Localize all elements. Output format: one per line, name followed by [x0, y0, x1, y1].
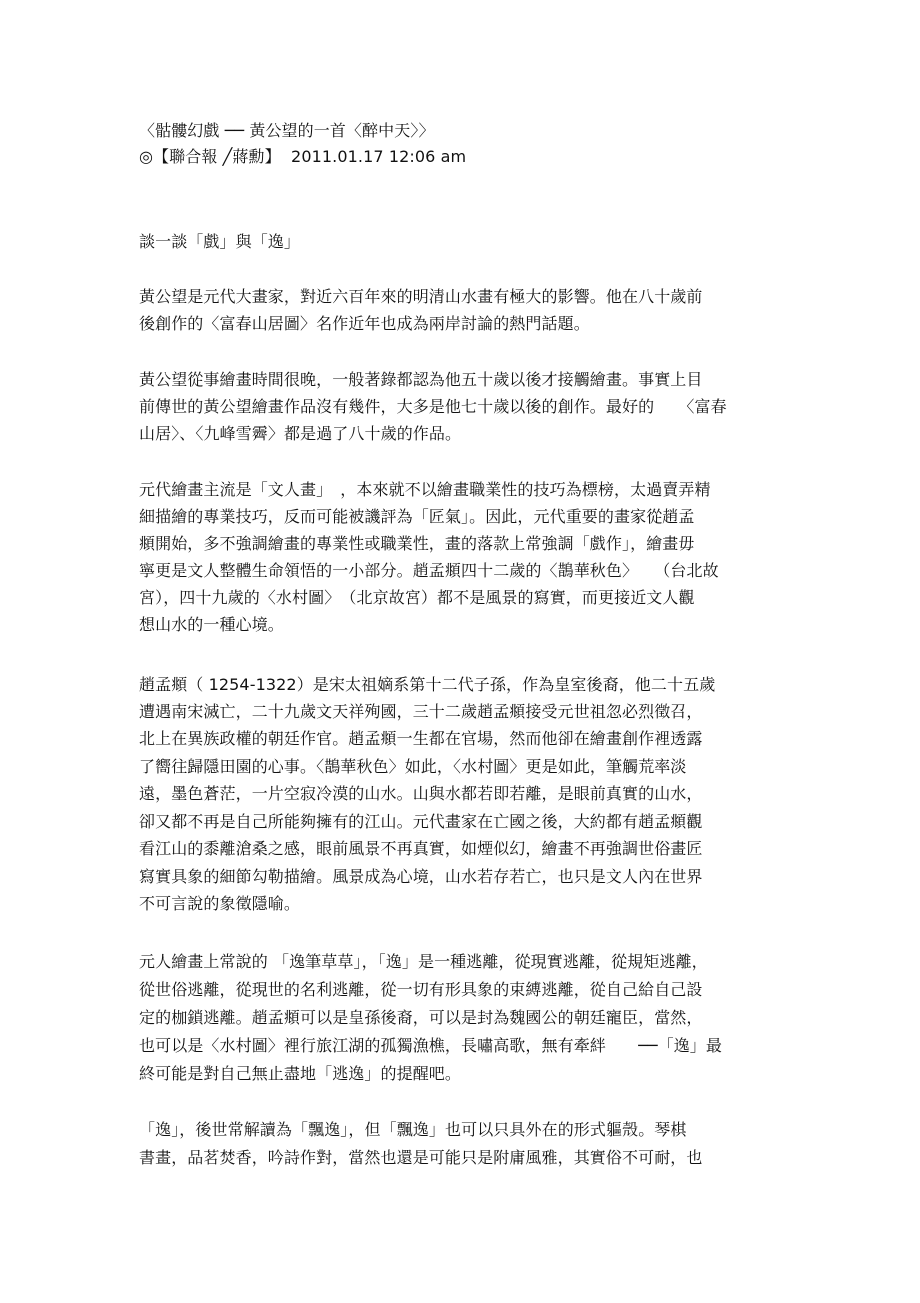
paragraph-line: 趙孟頫（ 1254-1322）是宋太祖嫡系第十二代子孫，作為皇室後裔，他二十五歲 — [139, 675, 716, 694]
paragraph-line: 元代繪畫主流是「文人畫」 ，本來就不以繪畫職業性的技巧為標榜，太過賣弄精 — [139, 480, 711, 499]
paragraph-line: 前傳世的黃公望繪畫作品沒有幾件，大多是他七十歲以後的創作。最好的 〈富春 — [139, 397, 727, 416]
paragraph-line: 看江山的黍離滄桑之感，眼前風景不再真實，如煙似幻，繪畫不再強調世俗畫匠 — [139, 839, 703, 858]
paragraph-line: 黃公望從事繪畫時間很晚，一般著錄都認為他五十歲以後才接觸繪畫。事實上目 — [139, 370, 703, 389]
article-title: 〈骷髏幻戲 ── 黃公望的一首〈醉中天〉〉 — [139, 121, 435, 140]
paragraph-line: 寫實具象的細節勾勒描繪。風景成為心境，山水若存若亡，也只是文人內在世界 — [139, 867, 703, 886]
paragraph-line: 定的枷鎖逃離。趙孟頫可以是皇孫後裔，可以是封為魏國公的朝廷寵臣，當然， — [139, 1008, 703, 1027]
paragraph-line: 後創作的〈富春山居圖〉名作近年也成為兩岸討論的熱門話題。 — [139, 314, 590, 333]
paragraph-line: 終可能是對自己無止盡地「逃逸」的提醒吧。 — [139, 1064, 462, 1083]
paragraph-line: 山居〉、〈九峰雪霽〉都是過了八十歲的作品。 — [139, 424, 462, 443]
paragraph-line: 元人繪畫上常說的 「逸筆草草」，「逸」是一種逃離，從現實逃離，從規矩逃離， — [139, 952, 708, 971]
paragraph-line: 黃公望是元代大畫家，對近六百年來的明清山水畫有極大的影響。他在八十歲前 — [139, 287, 703, 306]
paragraph-line: 頫開始，多不強調繪畫的專業性或職業性，畫的落款上常強調「戲作」，繪畫毋 — [139, 534, 695, 553]
paragraph-line: 宮），四十九歲的〈水村圖〉 （北京故宮）都不是風景的寫實，而更接近文人觀 — [139, 588, 695, 607]
article-byline: ◎【聯合報 ╱蔣勳】 2011.01.17 12:06 am — [139, 147, 467, 166]
paragraph-line: 遠，墨色蒼茫，一片空寂冷漠的山水。山與水都若即若離，是眼前真實的山水， — [139, 784, 703, 803]
paragraph-line: 書畫，品茗焚香，吟詩作對，當然也還是可能只是附庸風雅，其實俗不可耐，也 — [139, 1148, 703, 1167]
paragraph-line: 了嚮往歸隱田園的心事。〈鵲華秋色〉如此，〈水村圖〉更是如此，筆觸荒率淡 — [139, 757, 687, 776]
paragraph-line: 卻又都不再是自己所能夠擁有的江山。元代畫家在亡國之後，大約都有趙孟頫觀 — [139, 812, 703, 831]
paragraph-line: 「逸」，後世常解讀為「飄逸」，但「飄逸」也可以只具外在的形式軀殼。琴棋 — [139, 1120, 687, 1139]
paragraph-line: 也可以是〈水村圖〉裡行旅江湖的孤獨漁樵，長嘯高歌，無有牽絆 ──「逸」最 — [139, 1036, 722, 1055]
paragraph-line: 寧更是文人整體生命領悟的一小部分。趙孟頫四十二歲的〈鵲華秋色〉 （台北故 — [139, 561, 719, 580]
paragraph-line: 從世俗逃離，從現世的名利逃離，從一切有形具象的束縛逃離，從自己給自己設 — [139, 980, 703, 999]
paragraph-line: 不可言說的象徵隱喻。 — [139, 894, 301, 913]
paragraph-line: 想山水的一種心境。 — [139, 615, 284, 634]
paragraph-line: 細描繪的專業技巧，反而可能被譏評為「匠氣」。因此，元代重要的畫家從趙孟 — [139, 507, 695, 526]
paragraph-line: 遭遇南宋滅亡，二十九歲文天祥殉國，三十二歲趙孟頫接受元世祖忽必烈徵召， — [139, 702, 703, 721]
paragraph-line: 北上在異族政權的朝廷作官。趙孟頫一生都在官場，然而他卻在繪畫創作裡透露 — [139, 729, 703, 748]
section-subheading: 談一談「戲」與「逸」 — [139, 232, 301, 251]
